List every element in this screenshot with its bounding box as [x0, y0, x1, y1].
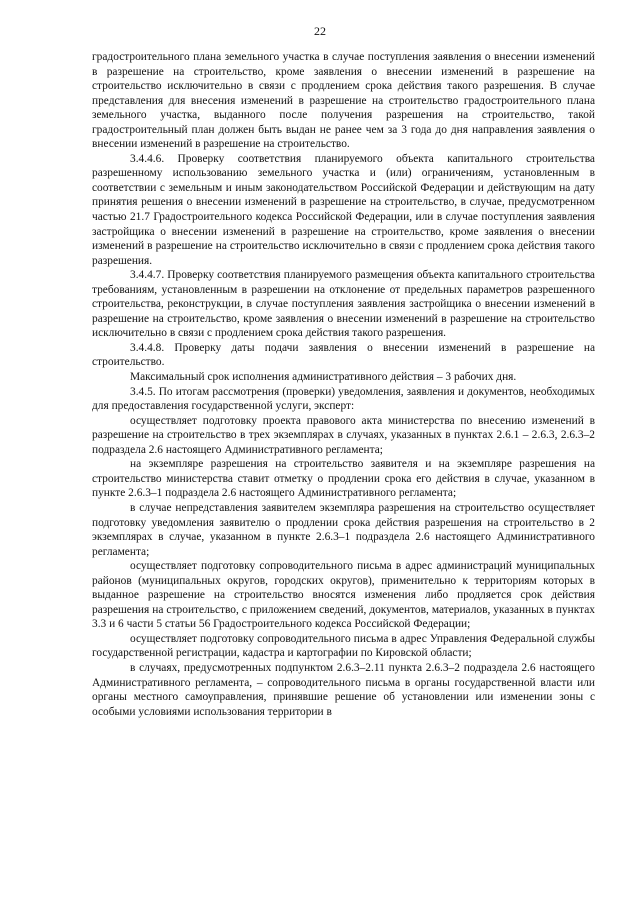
- paragraph-1: градостроительного плана земельного участка в случае поступления заявления о внесении изменений в разрешение на строительство, кроме заявления о внесении изменений в разрешение на строительство исключительно в связи с продлением срока действия такого разрешения. В случае представления для внесения изменений в разрешение на строительство градостроительного плана земельного участка, выданного после получения разрешения на строительство, такой градостроительный план должен быть выдан не ранее чем за 3 года до дня направления заявления о внесении изменений в разрешение на строительство.: [92, 51, 595, 151]
- paragraph-9: в случае непредставления заявителем экземпляра разрешения на строительство осуществляет подготовку уведомления заявителю о продлении срока действия разрешения на строительство в 2 экземплярах в случае, указанном в пункте 2.6.3–1 подраздела 2.6 настоящего Административного регламента;: [92, 501, 595, 558]
- paragraph-4: 3.4.4.8. Проверку даты подачи заявления о внесении изменений в разрешение на строительство.: [92, 341, 595, 369]
- paragraph-8: на экземпляре разрешения на строительство заявителя и на экземпляре разрешения на строительство министерства ставит отметку о продлении срока его действия в случае, указанном в пункте 2.6.3–1 подраздела 2.6 настоящего Административного регламента;: [92, 458, 595, 500]
- document-body: [92, 50, 595, 719]
- paragraph-3: 3.4.4.7. Проверку соответствия планируемого размещения объекта капитального строительства требованиям, установленным в разрешении на отклонение от предельных параметров разрешенного строительства, реконструкции, в случае поступления заявления застройщика о внесении изменений в разрешение на строительство, кроме заявления о внесении изменений в разрешение на строительство исключительно в связи с продлением срока действия такого разрешения.: [92, 269, 595, 340]
- paragraph-12: в случаях, предусмотренных подпунктом 2.6.3–2.11 пункта 2.6.3–2 подраздела 2.6 настоящего Административного регламента, – сопроводительного письма в органы государственной власти или органы местного самоуправления, принявшие решение об установлении или изменении зоны с особыми условиями использования территории в: [92, 661, 595, 718]
- paragraph-7: осуществляет подготовку проекта правового акта министерства по внесению изменений в разрешение на строительство в трех экземплярах в случаях, указанных в пунктах 2.6.1 – 2.6.3, 2.6.3–2 подраздела 2.6 настоящего Административного регламента;: [92, 414, 595, 456]
- page-number: 22: [314, 24, 326, 38]
- paragraph-6: 3.4.5. По итогам рассмотрения (проверки) уведомления, заявления и документов, необходимых для предоставления государственной услуги, эксперт:: [92, 385, 595, 413]
- paragraph-5: Максимальный срок исполнения административного действия – 3 рабочих дня.: [130, 371, 517, 384]
- paragraph-2: 3.4.4.6. Проверку соответствия планируемого объекта капитального строительства разрешенному использованию земельного участка и (или) ограничениям, установленным в соответствии с земельным и иным законодательством Российской Федерации и действующим на дату принятия решения о внесении изменений в разрешение на строительство, в случае, предусмотренном частью 21.7 Градостроительного кодекса Российской Федерации, или в случае поступления заявления застройщика о внесении изменений в разрешение на строительство, кроме заявления о внесении изменений в разрешение на строительство исключительно в связи с продлением срока действия такого разрешения.: [92, 152, 595, 267]
- paragraph-11: осуществляет подготовку сопроводительного письма в адрес Управления Федеральной службы государственной регистрации, кадастра и картографии по Кировской области;: [92, 632, 595, 660]
- paragraph-10: осуществляет подготовку сопроводительного письма в адрес администраций муниципальных районов (муниципальных округов, городских округов), применительно к территориям которых в выданное разрешение на строительство вносятся изменения либо продляется срок действия разрешения на строительство, с приложением сведений, документов, материалов, указанных в пунктах 3.3 и 6 части 5 статьи 56 Градостроительного кодекса Российской Федерации;: [92, 560, 595, 631]
